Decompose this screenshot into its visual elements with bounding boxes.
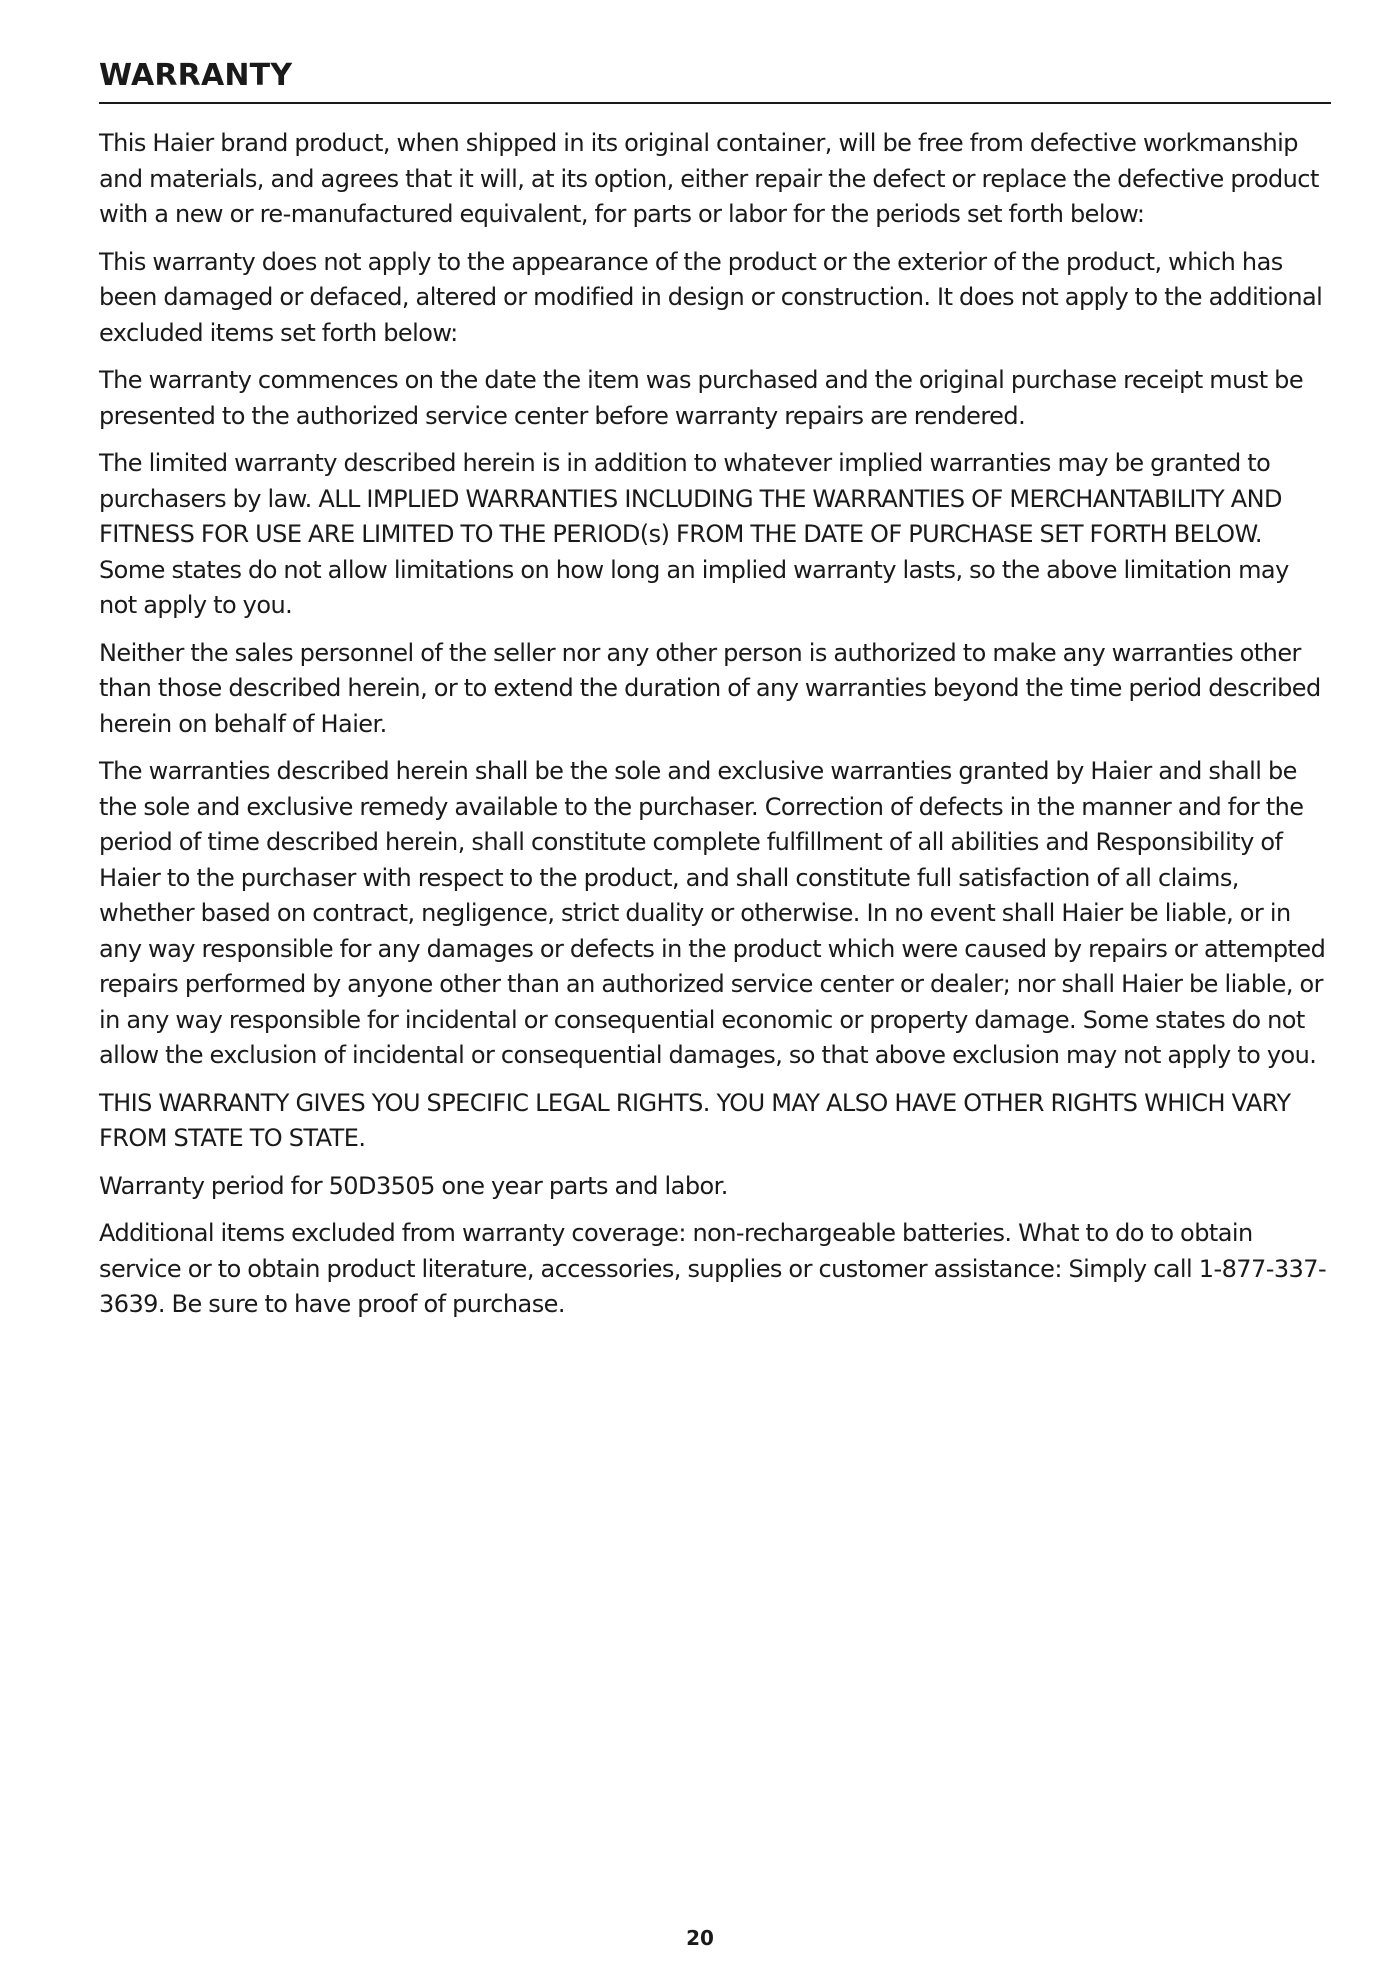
- warranty-page: [99, 56, 1331, 1335]
- paragraph-exclusions: This warranty does not apply to the appearance of the product or the exterior of the product, which has been damaged or defaced, altered or modified in design or construction. It does not apply to the additional excluded items set forth below:: [99, 247, 1323, 347]
- paragraph-warranty-period: Warranty period for 50D3505 one year parts and labor.: [99, 1171, 728, 1200]
- paragraph-additional-items: Additional items excluded from warranty coverage: non-rechargeable batteries. What to do to obtain service or to obtain product literature, accessories, supplies or customer assistance: Simply call 1-877-337-3639. Be sure to have proof of purchase.: [99, 1219, 1327, 1318]
- title-underline: [99, 102, 1331, 104]
- paragraph-legal-rights: THIS WARRANTY GIVES YOU SPECIFIC LEGAL RIGHTS. YOU MAY ALSO HAVE OTHER RIGHTS WHICH VARY FROM STATE TO STATE.: [99, 1088, 1291, 1152]
- page-number: 20: [686, 1926, 714, 1950]
- paragraph-implied-warranties: The limited warranty described herein is in addition to whatever implied warranties may be granted to purchasers by law. ALL IMPLIED WARRANTIES INCLUDING THE WARRANTIES OF MERCHANTABILITY AND FITNESS FOR USE ARE LIMITED TO THE PERIOD(s) FROM THE DATE OF PURCHASE SET FORTH BELOW. Some states do not allow limitations on how long an implied warranty lasts, so the above limitation may not apply to you.: [99, 449, 1289, 619]
- paragraph-commencement: The warranty commences on the date the item was purchased and the original purchase receipt must be presented to the authorized service center before warranty repairs are rendered.: [99, 366, 1304, 430]
- paragraph-sole-remedy: The warranties described herein shall be the sole and exclusive warranties granted by Haier and shall be the sole and exclusive remedy available to the purchaser. Correction of defects in the manner and for the period of time described herein, shall constitute complete fulfillment of all abilities and Responsibility of Haier to the purchaser with respect to the product, and shall constitute full satisfaction of all claims, whether based on contract, negligence, strict duality or otherwise. In no event shall Haier be liable, or in any way responsible for any damages or defects in the product which were caused by repairs or attempted repairs performed by anyone other than an authorized service center or dealer; nor shall Haier be liable, or in any way responsible for incidental or consequential economic or property damage. Some states do not allow the exclusion of incidental or consequential damages, so that above exclusion may not apply to you.: [99, 757, 1326, 1069]
- paragraph-authorization: Neither the sales personnel of the seller nor any other person is authorized to make any warranties other than those described herein, or to extend the duration of any warranties beyond the time period described herein on behalf of Haier.: [99, 638, 1321, 738]
- page-title: WARRANTY: [99, 58, 293, 93]
- paragraph-coverage: This Haier brand product, when shipped in its original container, will be free from defective workmanship and materials, and agrees that it will, at its option, either repair the defect or replace the defective product with a new or re-manufactured equivalent, for parts or labor for the periods set forth below:: [99, 129, 1319, 228]
